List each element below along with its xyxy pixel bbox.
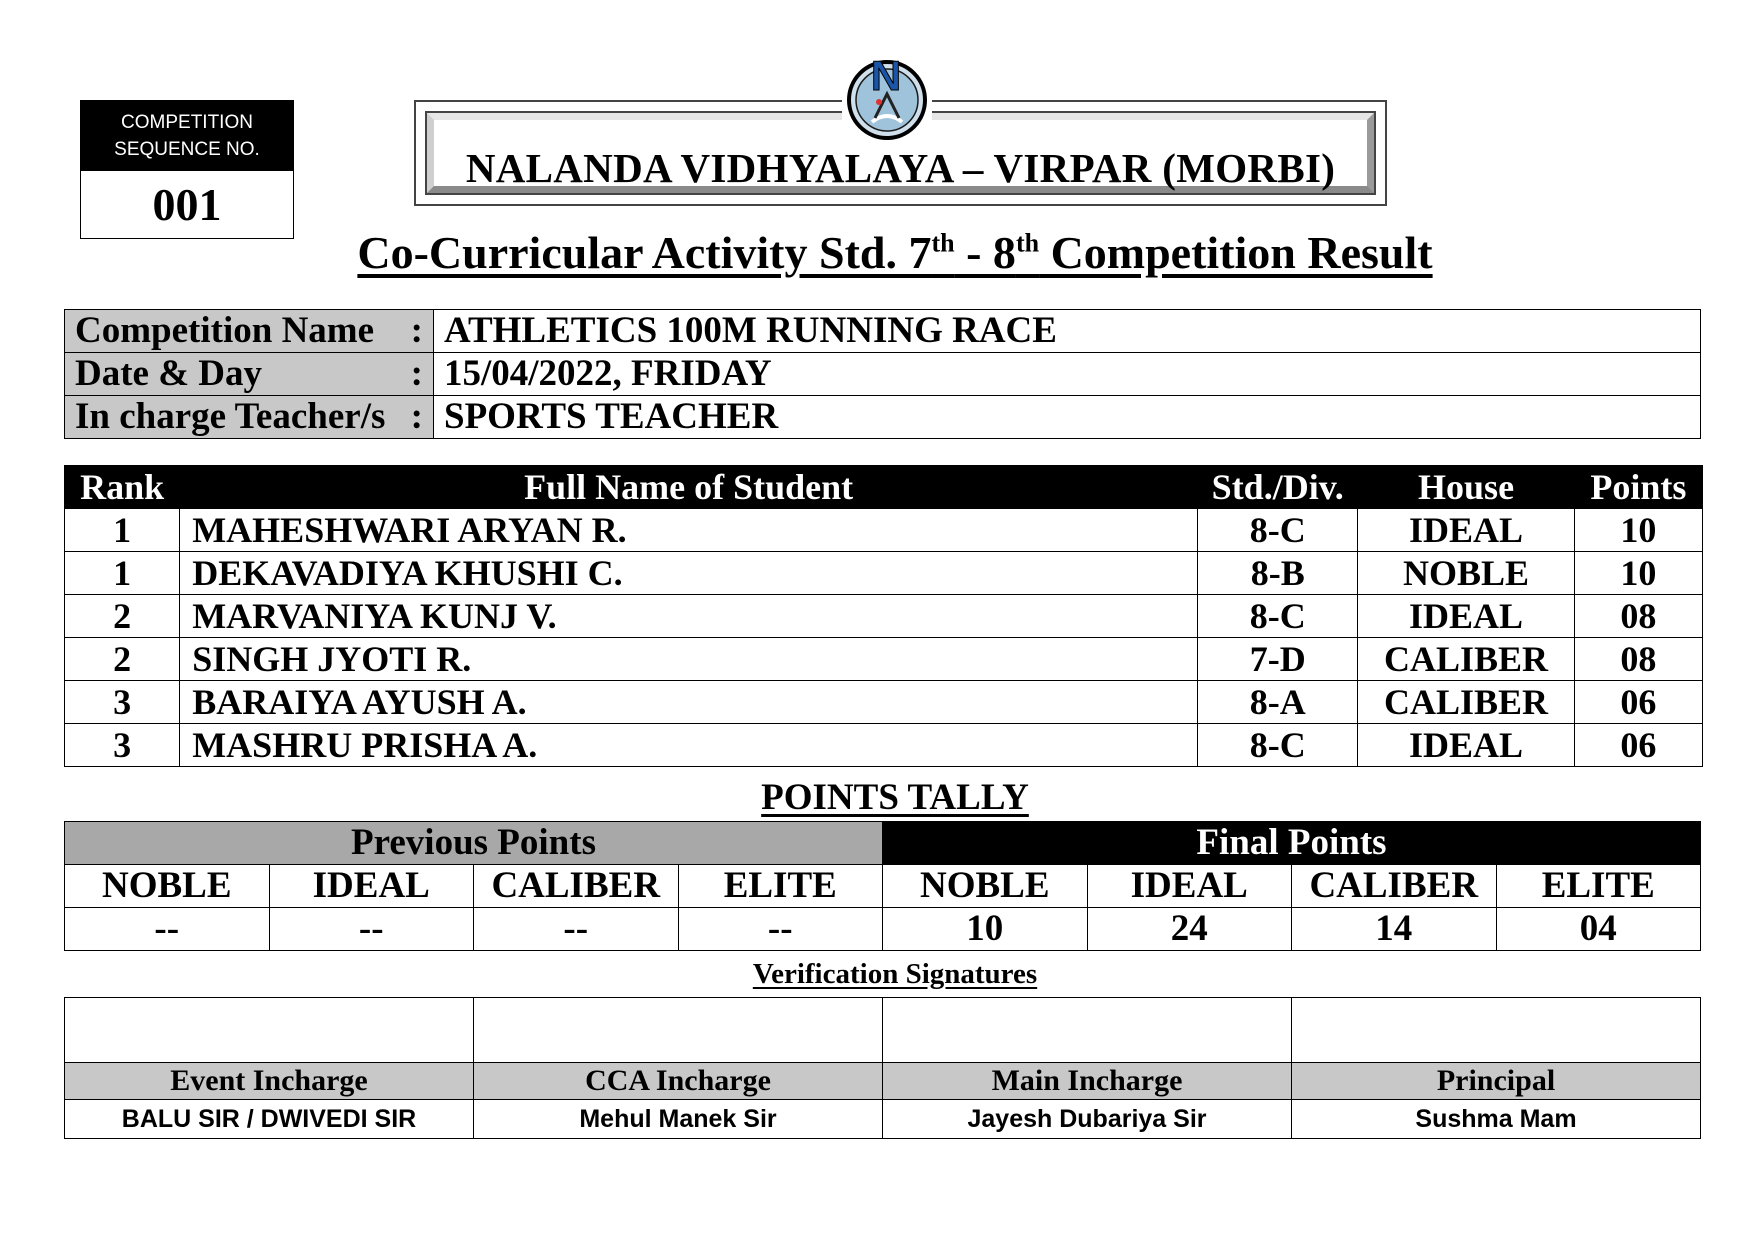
competition-sequence-box	[80, 100, 294, 239]
previous-points-value: --	[678, 908, 883, 951]
points-cell: 06	[1574, 724, 1702, 767]
student-name-cell: MARVANIYA KUNJ V.	[180, 595, 1198, 638]
info-label: Date & Day :	[65, 353, 434, 396]
person-name: Mehul Manek Sir	[474, 1100, 883, 1139]
final-points-value: 24	[1087, 908, 1292, 951]
student-name-cell: SINGH JYOTI R.	[180, 638, 1198, 681]
points-tally-table	[64, 821, 1701, 951]
info-row-teacher	[65, 396, 1701, 439]
house-cell: IDEAL	[1358, 509, 1574, 552]
rank-cell: 3	[65, 681, 180, 724]
std-cell: 8-C	[1198, 724, 1358, 767]
school-name: NALANDA VIDHYALAYA – VIRPAR (MORBI)	[465, 145, 1336, 191]
competition-info-table	[64, 309, 1701, 439]
sequence-label-line2: SEQUENCE NO.	[114, 139, 260, 160]
signature-space	[1292, 998, 1701, 1063]
std-cell: 8-C	[1198, 595, 1358, 638]
info-row-competition	[65, 310, 1701, 353]
role-label: CCA Incharge	[474, 1063, 883, 1100]
final-points-value: 04	[1496, 908, 1701, 951]
signatures-table	[64, 997, 1701, 1139]
header-rank: Rank	[65, 466, 180, 509]
previous-points-value: --	[65, 908, 270, 951]
house-label: ELITE	[678, 865, 883, 908]
house-label: IDEAL	[269, 865, 474, 908]
student-name-cell: MASHRU PRISHA A.	[180, 724, 1198, 767]
sequence-label	[81, 101, 293, 171]
info-value: SPORTS TEACHER	[434, 396, 1701, 439]
signature-name-row	[65, 1100, 1701, 1139]
points-tally-title: POINTS TALLY	[761, 777, 1029, 818]
verification-title: Verification Signatures	[752, 958, 1038, 990]
table-row	[65, 509, 1703, 552]
std-cell: 7-D	[1198, 638, 1358, 681]
house-cell: NOBLE	[1358, 552, 1574, 595]
house-cell: IDEAL	[1358, 724, 1574, 767]
final-points-value: 10	[883, 908, 1088, 951]
signature-space-row	[65, 998, 1701, 1063]
sequence-label-line1: COMPETITION	[121, 112, 253, 133]
previous-points-value: --	[269, 908, 474, 951]
std-cell: 8-A	[1198, 681, 1358, 724]
points-cell: 10	[1574, 552, 1702, 595]
info-label: In charge Teacher/s :	[65, 396, 434, 439]
header-std: Std./Div.	[1198, 466, 1358, 509]
signature-space	[883, 998, 1292, 1063]
school-logo-icon	[842, 52, 932, 142]
info-value: 15/04/2022, FRIDAY	[434, 353, 1701, 396]
points-cell: 06	[1574, 681, 1702, 724]
std-cell: 8-C	[1198, 509, 1358, 552]
house-label: ELITE	[1496, 865, 1701, 908]
role-label: Event Incharge	[65, 1063, 474, 1100]
info-label: Competition Name :	[65, 310, 434, 353]
page-title: Co-Curricular Activity Std. 7th - 8th Competition Result	[357, 227, 1433, 278]
info-row-date	[65, 353, 1701, 396]
rank-cell: 1	[65, 552, 180, 595]
tally-values-row	[65, 908, 1701, 951]
house-label: NOBLE	[883, 865, 1088, 908]
table-row	[65, 595, 1703, 638]
points-cell: 08	[1574, 638, 1702, 681]
house-cell: CALIBER	[1358, 638, 1574, 681]
header-name: Full Name of Student	[180, 466, 1198, 509]
house-label: CALIBER	[1292, 865, 1497, 908]
header-house: House	[1358, 466, 1574, 509]
person-name: Jayesh Dubariya Sir	[883, 1100, 1292, 1139]
rank-cell: 2	[65, 595, 180, 638]
tally-group-header	[65, 822, 1701, 865]
results-header	[65, 466, 1703, 509]
header-points: Points	[1574, 466, 1702, 509]
student-name-cell: DEKAVADIYA KHUSHI C.	[180, 552, 1198, 595]
svg-text:N: N	[870, 52, 902, 99]
info-value: ATHLETICS 100M RUNNING RACE	[434, 310, 1701, 353]
previous-points-header: Previous Points	[65, 822, 883, 865]
house-label: IDEAL	[1087, 865, 1292, 908]
rank-cell: 1	[65, 509, 180, 552]
role-label: Principal	[1292, 1063, 1701, 1100]
student-name-cell: BARAIYA AYUSH A.	[180, 681, 1198, 724]
role-label: Main Incharge	[883, 1063, 1292, 1100]
table-row	[65, 638, 1703, 681]
house-label: CALIBER	[474, 865, 679, 908]
signature-space	[65, 998, 474, 1063]
final-points-value: 14	[1292, 908, 1497, 951]
std-cell: 8-B	[1198, 552, 1358, 595]
person-name: Sushma Mam	[1292, 1100, 1701, 1139]
rank-cell: 2	[65, 638, 180, 681]
house-cell: IDEAL	[1358, 595, 1574, 638]
rank-cell: 3	[65, 724, 180, 767]
final-points-header: Final Points	[883, 822, 1701, 865]
results-table	[64, 465, 1703, 767]
points-cell: 08	[1574, 595, 1702, 638]
table-row	[65, 724, 1703, 767]
sequence-number: 001	[152, 179, 222, 230]
table-row	[65, 681, 1703, 724]
student-name-cell: MAHESHWARI ARYAN R.	[180, 509, 1198, 552]
person-name: BALU SIR / DWIVEDI SIR	[65, 1100, 474, 1139]
table-row	[65, 552, 1703, 595]
house-cell: CALIBER	[1358, 681, 1574, 724]
previous-points-value: --	[474, 908, 679, 951]
signature-role-row	[65, 1063, 1701, 1100]
signature-space	[474, 998, 883, 1063]
points-cell: 10	[1574, 509, 1702, 552]
tally-house-row	[65, 865, 1701, 908]
house-label: NOBLE	[65, 865, 270, 908]
